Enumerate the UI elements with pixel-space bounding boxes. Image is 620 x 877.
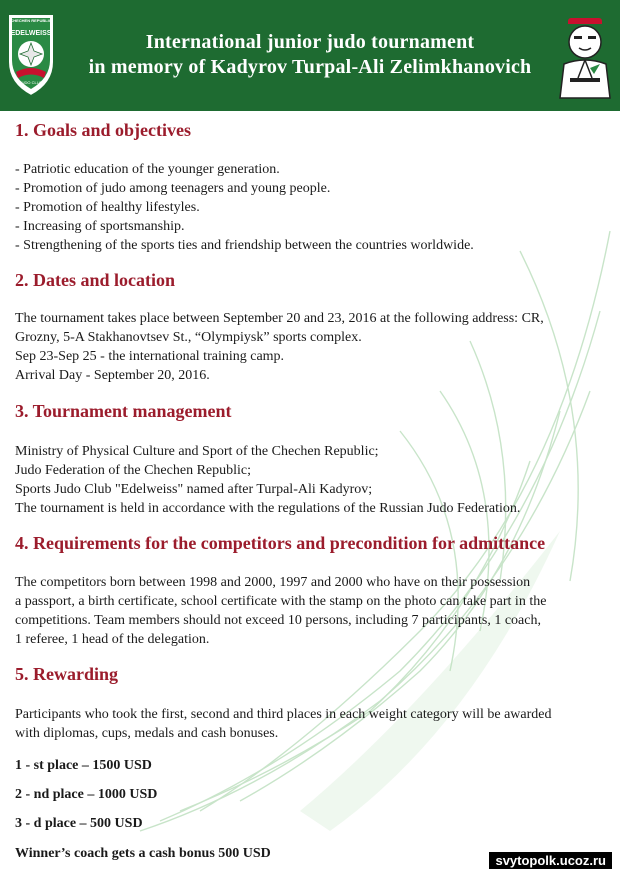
prize-first-place: 1 - st place – 1500 USD [15,758,152,773]
section-heading-rewarding: 5. Rewarding [15,664,118,684]
rewarding-paragraph [15,705,605,743]
title-line-2: in memory of Kadyrov Turpal-Ali Zelimkhanovich [88,56,532,78]
prize-second-place: 2 - nd place – 1000 USD [15,787,158,802]
section-heading-management: 3. Tournament management [15,401,232,421]
text-line: Arrival Day - September 20, 2016. [15,368,210,383]
text-line: Sports Judo Club "Edelweiss" named after Turpal-Ali Kadyrov; [15,482,373,497]
prize-coach-bonus: Winner’s coach gets a cash bonus 500 USD [15,846,271,861]
text-line: Ministry of Physical Culture and Sport of the Chechen Republic; [15,444,379,459]
text-line: a passport, a birth certificate, school certificate with the stamp on the photo can take part in the [15,594,547,609]
text-line: 1 referee, 1 head of the delegation. [15,632,210,647]
dates-paragraph [15,309,605,385]
section-heading-goals: 1. Goals and objectives [15,120,192,140]
prize-third-place: 3 - d place – 500 USD [15,816,143,831]
source-site-label: svytopolk.ucoz.ru [489,852,612,869]
title-line-1: International junior judo tournament [145,31,475,53]
text-line: Judo Federation of the Chechen Republic; [15,463,251,478]
management-paragraph [15,442,605,518]
header-banner [0,0,620,111]
text-line: Grozny, 5-A Stakhanovtsev St., “Olympiysk” sports complex. [15,330,362,345]
requirements-paragraph [15,573,605,649]
edelweiss-logo-icon [4,10,58,100]
svg-text:JUDO CLUB: JUDO CLUB [19,80,43,85]
text-line: The tournament is held in accordance with the regulations of the Russian Judo Federation. [15,501,521,516]
text-line: with diplomas, cups, medals and cash bonuses. [15,726,279,741]
svg-text:EDELWEISS: EDELWEISS [10,30,52,37]
text-line: Sep 23-Sep 25 - the international training camp. [15,349,285,364]
text-line: The tournament takes place between September 20 and 23, 2016 at the following address: CR, [15,311,544,326]
text-line: The competitors born between 1998 and 2000, 1997 and 2000 who have on their possession [15,575,531,590]
list-item: - Promotion of healthy lifestyles. [15,200,200,215]
goals-list [15,160,474,255]
list-item: - Increasing of sportsmanship. [15,219,185,234]
text-line: Participants who took the first, second and third places in each weight category will be awarded [15,707,552,722]
text-line: competitions. Team members should not exceed 10 persons, including 7 participants, 1 coach, [15,613,541,628]
list-item: - Patriotic education of the younger generation. [15,162,280,177]
svg-text:CHECHEN REPUBLIC: CHECHEN REPUBLIC [10,18,52,23]
list-item: - Promotion of judo among teenagers and young people. [15,181,331,196]
tournament-title [62,30,558,80]
section-heading-requirements: 4. Requirements for the competitors and precondition for admittance [15,533,546,553]
list-item: - Strengthening of the sports ties and friendship between the countries worldwide. [15,238,474,253]
judo-mascot-icon [556,12,614,102]
section-heading-dates: 2. Dates and location [15,270,176,290]
